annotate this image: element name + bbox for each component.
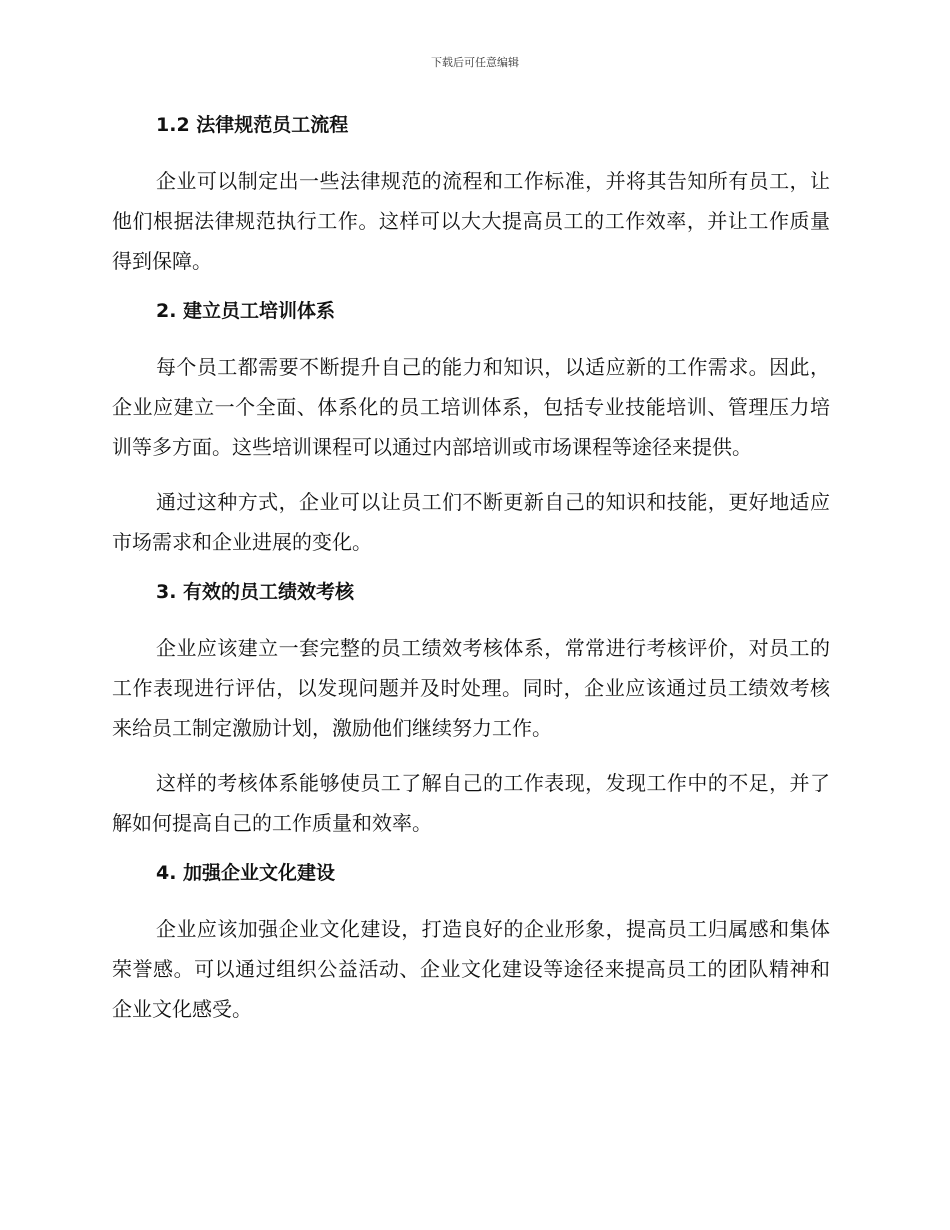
section-heading-1-2: 1.2 法律规范员工流程 xyxy=(156,114,349,136)
paragraph: 企业应该加强企业文化建设，打造良好的企业形象，提高员工归属感和集体荣誉感。可以通过组织公益活动、企业文化建设等途径来提高员工的团队精神和企业文化感受。 xyxy=(112,917,830,1021)
document-body xyxy=(112,110,830,1044)
paragraph: 企业应该建立一套完整的员工绩效考核体系，常常进行考核评价，对员工的工作表现进行评估，以发现问题并及时处理。同时，企业应该通过员工绩效考核来给员工制定激励计划，激励他们继续努力工作。 xyxy=(112,636,830,740)
paragraph: 这样的考核体系能够使员工了解自己的工作表现，发现工作中的不足，并了解如何提高自己的工作质量和效率。 xyxy=(112,771,830,835)
paragraph: 通过这种方式，企业可以让员工们不断更新自己的知识和技能，更好地适应市场需求和企业进展的变化。 xyxy=(112,490,830,554)
section-heading-2: 2. 建立员工培训体系 xyxy=(156,300,336,322)
section-heading-4: 4. 加强企业文化建设 xyxy=(156,862,336,884)
section-heading-3: 3. 有效的员工绩效考核 xyxy=(156,581,355,603)
paragraph: 企业可以制定出一些法律规范的流程和工作标准，并将其告知所有员工，让他们根据法律规范执行工作。这样可以大大提高员工的工作效率，并让工作质量得到保障。 xyxy=(112,169,830,273)
paragraph: 每个员工都需要不断提升自己的能力和知识，以适应新的工作需求。因此，企业应建立一个全面、体系化的员工培训体系，包括专业技能培训、管理压力培训等多方面。这些培训课程可以通过内部培训或市场课程等途径来提供。 xyxy=(112,355,830,459)
page-header-note: 下载后可任意编辑 xyxy=(431,56,519,69)
